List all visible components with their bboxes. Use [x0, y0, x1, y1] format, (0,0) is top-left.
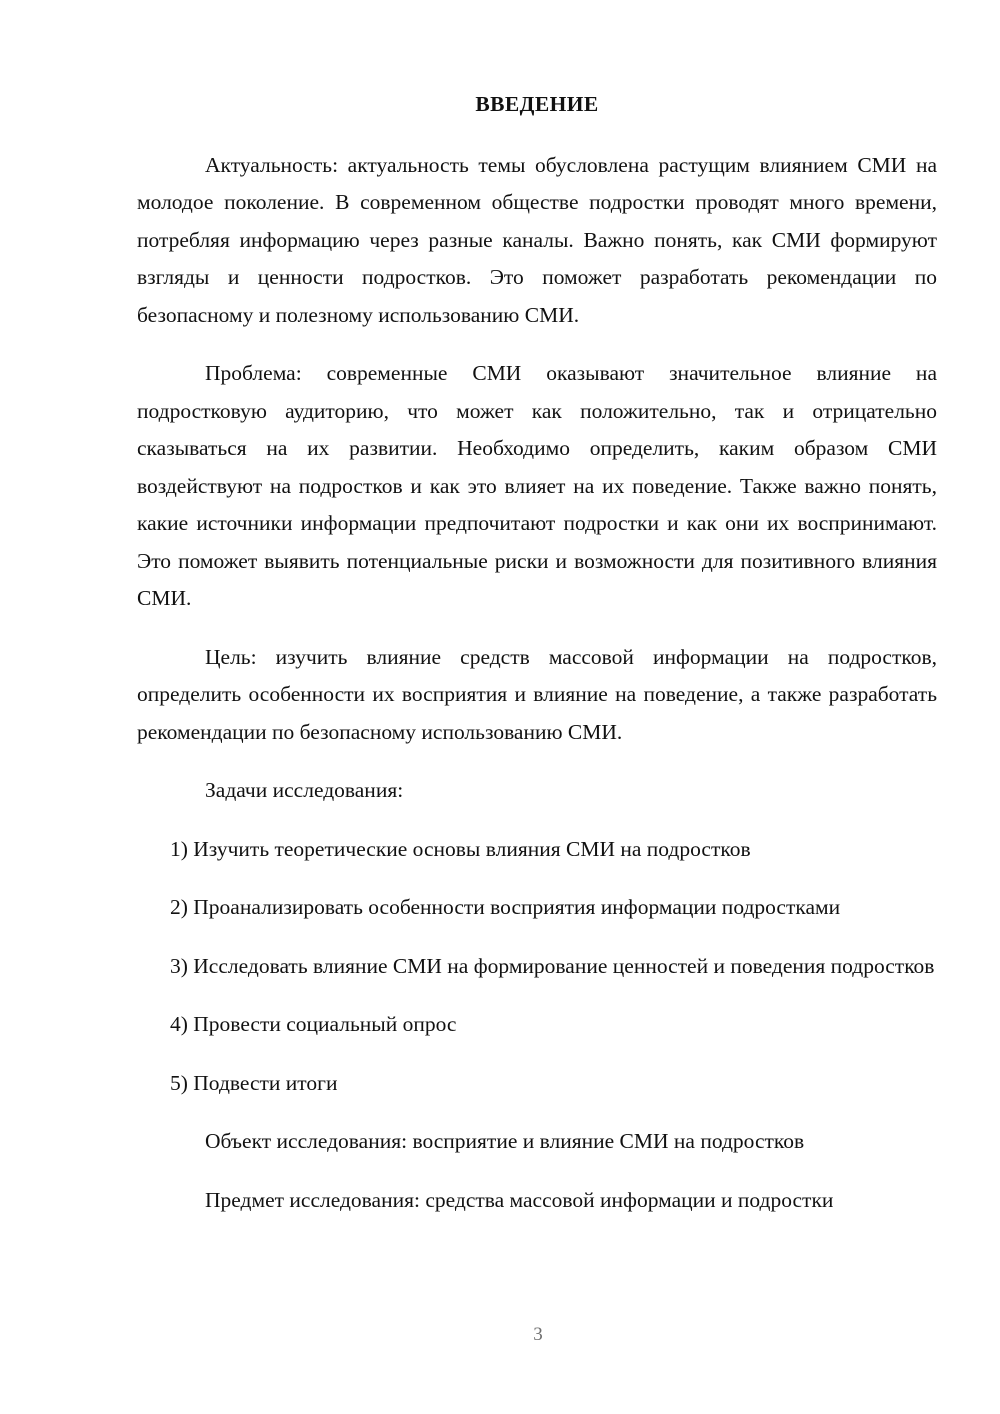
list-item: 5) Подвести итоги [170, 1070, 338, 1095]
paragraph-subject: Предмет исследования: средства массовой информации и подростки [205, 1187, 834, 1212]
list-item: 3) Исследовать влияние СМИ на формирование ценностей и поведения подростков [170, 953, 935, 978]
list-item: 2) Проанализировать особенности восприятия информации подростками [170, 895, 841, 920]
list-item: 1) Изучить теоретические основы влияния СМИ на подростков [170, 836, 751, 861]
list-item: 4) Провести социальный опрос [170, 1012, 457, 1037]
paragraph-goal: Цель: изучить влияние средств массовой информации на подростков, определить особенности их восприятия и влияние на поведение, а также разработать рекомендации по безопасному использованию СМИ. [137, 644, 937, 744]
page-number: 3 [533, 1324, 543, 1345]
page-content [137, 0, 937, 1219]
paragraph-problem: Проблема: современные СМИ оказывают значительное влияние на подростковую аудиторию, что может как положительно, так и отрицательно сказываться на их развитии. Необходимо определить, каким образом СМИ воздействуют на подростков и как это влияет на их поведение. Также важно понять, какие источники информации предпочитают подростки и как они их воспринимают. Это поможет выявить потенциальные риски и возможности для позитивного влияния СМИ. [137, 361, 937, 611]
page-title: ВВЕДЕНИЕ [475, 92, 599, 116]
tasks-label: Задачи исследования: [205, 778, 404, 803]
paragraph-object: Объект исследования: восприятие и влияние СМИ на подростков [205, 1129, 805, 1154]
paragraph-relevance: Актуальность: актуальность темы обусловлена растущим влиянием СМИ на молодое поколение. В современном обществе подростки проводят много времени, потребляя информацию через разные каналы. Важно понять, как СМИ формируют взгляды и ценности подростков. Это поможет разработать рекомендации по безопасному и полезному использованию СМИ. [137, 152, 937, 327]
tasks-list [137, 831, 937, 1103]
